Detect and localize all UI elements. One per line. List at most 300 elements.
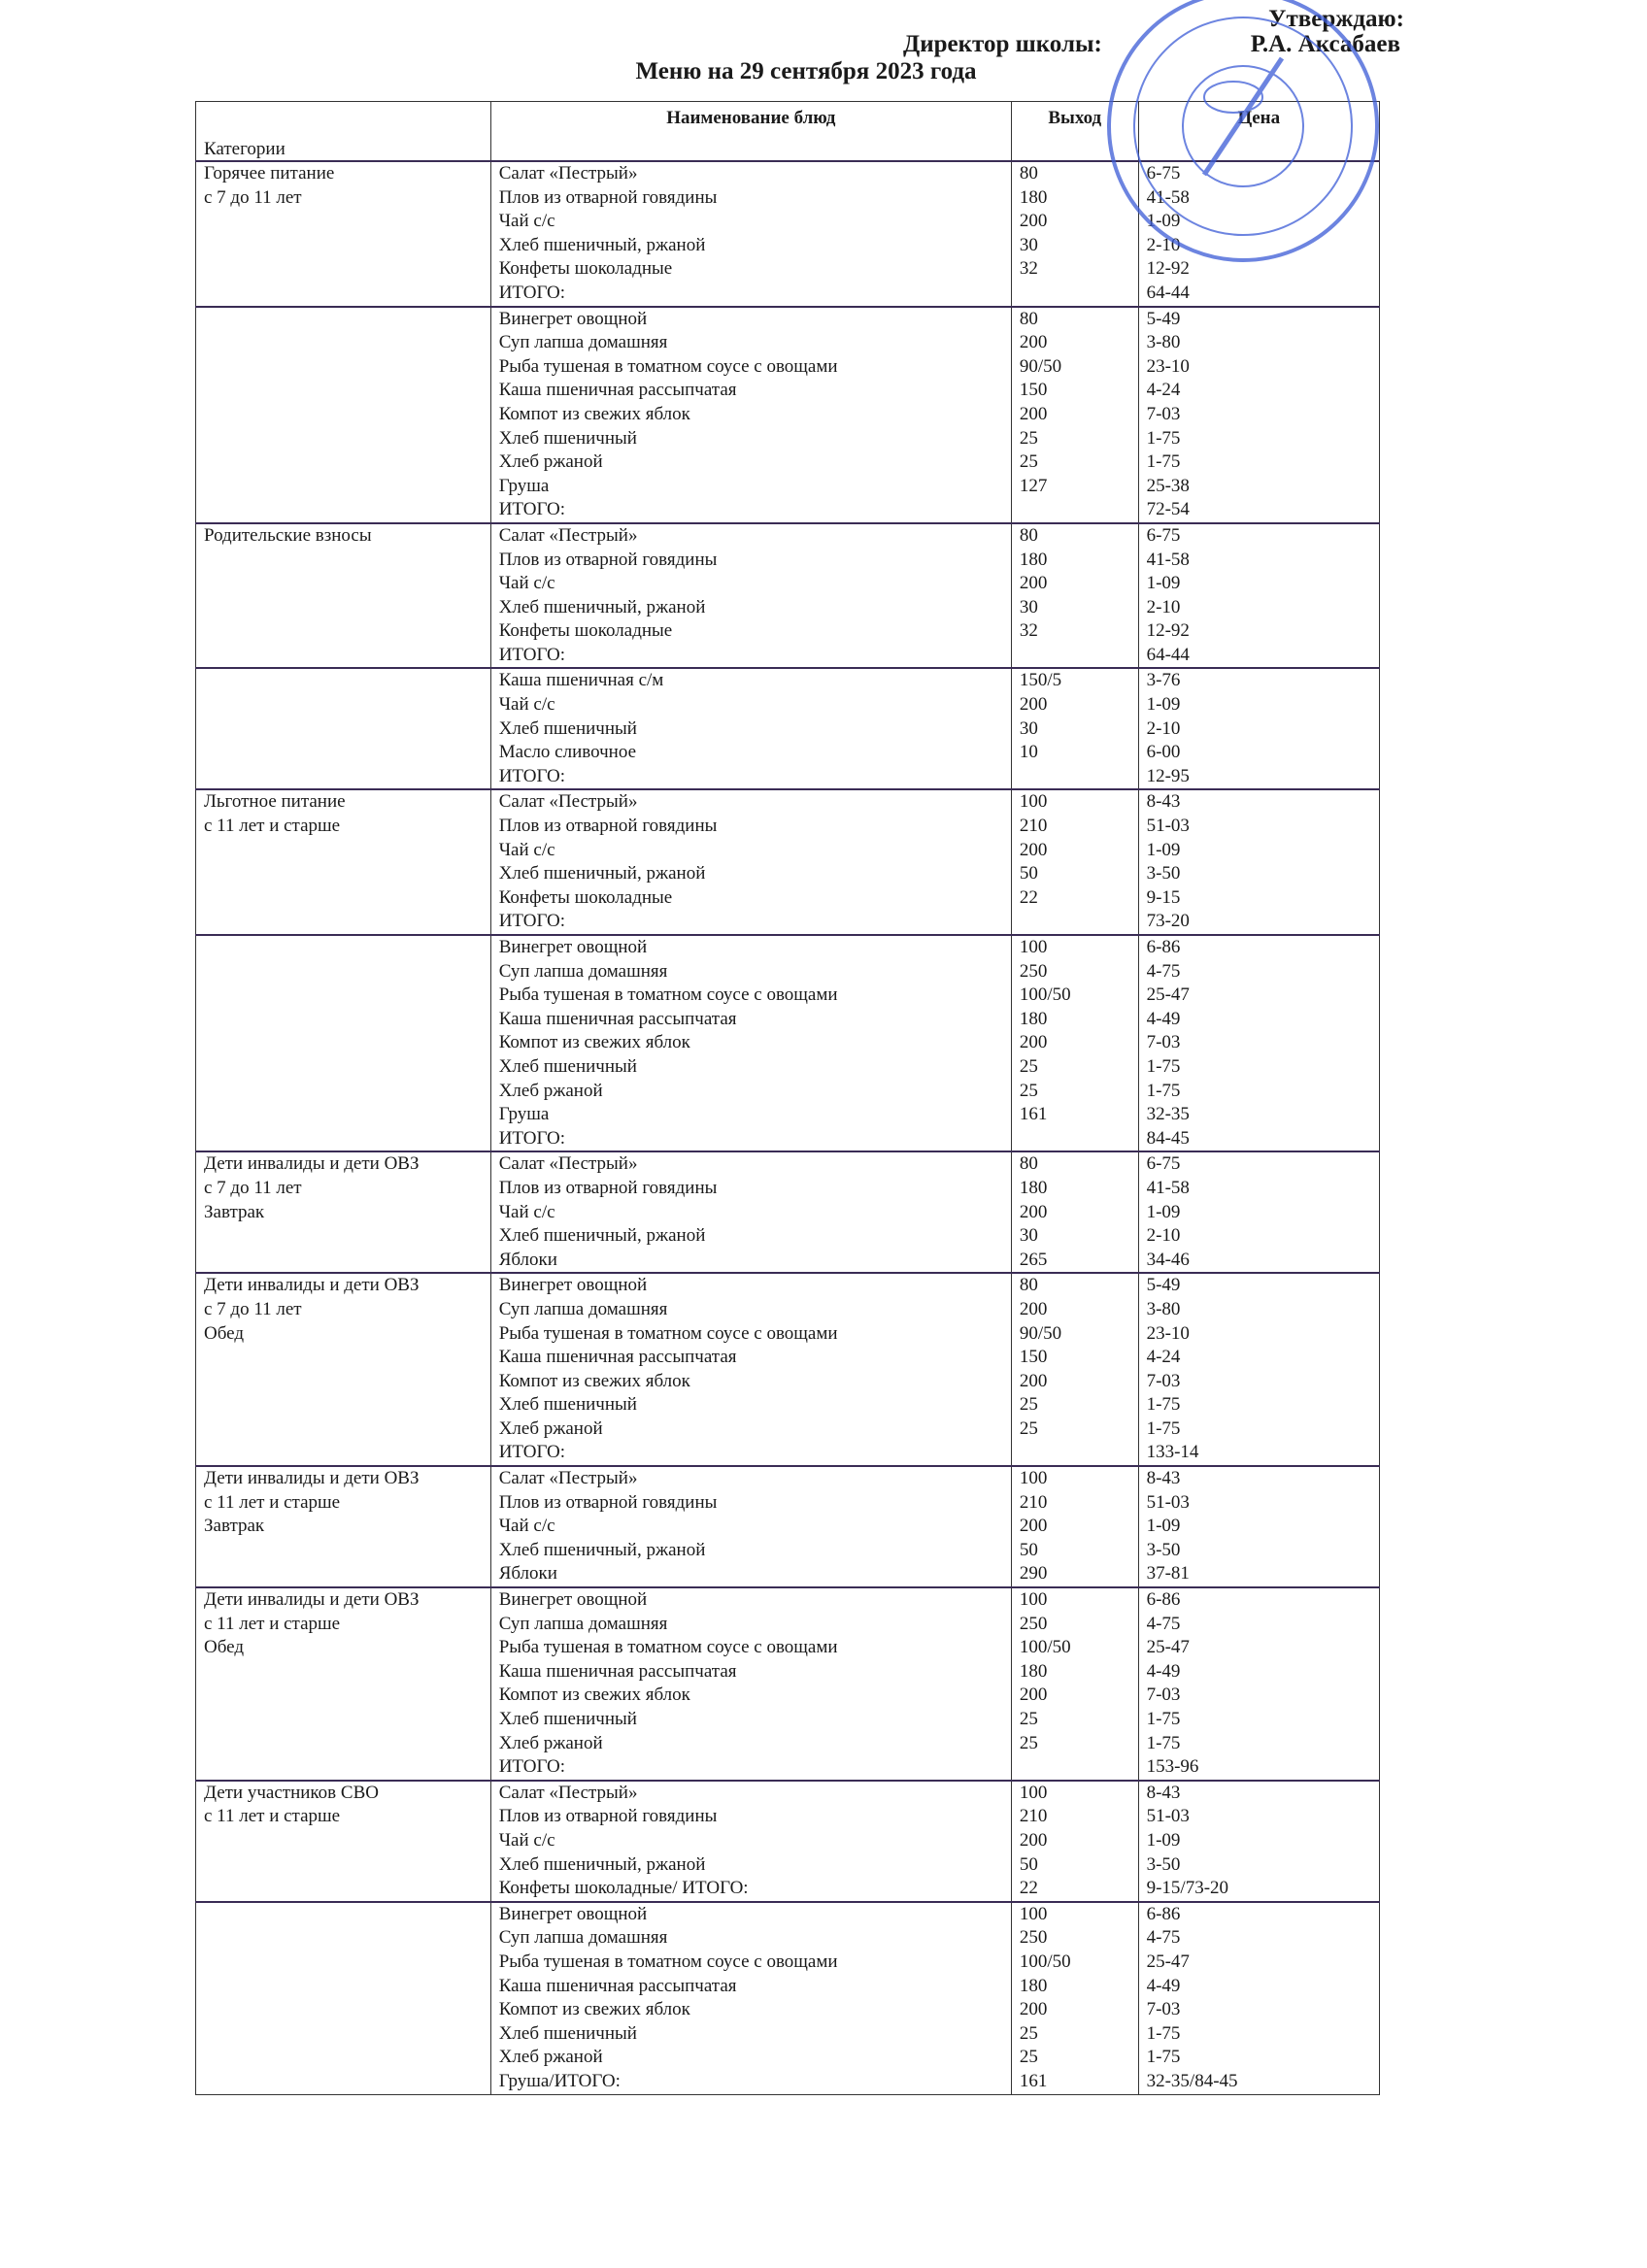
output-value: 80 (1019, 1275, 1038, 1296)
price-value: 1-75 (1146, 1418, 1181, 1439)
price-cell (1138, 789, 1379, 935)
output-value: 180 (1019, 1660, 1048, 1682)
output-value: 80 (1019, 524, 1038, 546)
output-value: 100 (1019, 1903, 1048, 1924)
dish-value: Плов из отварной говядины (498, 1177, 718, 1198)
dish-cell (490, 1273, 1011, 1466)
dish-value: Конфеты шоколадные (498, 620, 673, 642)
menu-table (195, 101, 1380, 2095)
category-cell (196, 161, 491, 307)
price-cell (1138, 1273, 1379, 1466)
dish-value: Хлеб пшеничный, ржаной (498, 1539, 706, 1560)
price-value: 7-03 (1146, 1032, 1181, 1053)
category-line: Дети участников СВО (204, 1782, 379, 1803)
table-body (196, 161, 1380, 2094)
output-value: 80 (1019, 1153, 1038, 1175)
price-value: 7-03 (1146, 403, 1181, 424)
dish-value: Конфеты шоколадные/ ИТОГО: (498, 1878, 749, 1899)
output-value (1020, 498, 1130, 522)
dish-value: Хлеб ржаной (498, 451, 603, 473)
price-value: 3-80 (1146, 332, 1181, 353)
menu-section (196, 935, 1380, 1151)
output-value: 25 (1019, 1709, 1038, 1729)
price-value: 23-10 (1146, 1322, 1190, 1344)
price-value: 64-44 (1146, 644, 1190, 665)
price-value: 3-50 (1146, 1853, 1181, 1875)
output-cell (1011, 1781, 1138, 1902)
output-value (1020, 282, 1130, 306)
output-value: 210 (1019, 1806, 1048, 1827)
col-output: Выход (1011, 102, 1138, 162)
output-value: 22 (1019, 886, 1038, 908)
price-value: 1-75 (1146, 1732, 1181, 1753)
output-value: 200 (1019, 1032, 1048, 1053)
dish-value: Груша (498, 475, 550, 496)
category-cell (196, 1151, 491, 1273)
category-line: Дети инвалиды и дети ОВЗ (204, 1153, 420, 1175)
dish-value: Салат «Пестрый» (498, 1153, 638, 1175)
dish-value: ИТОГО: (498, 911, 565, 932)
price-value: 41-58 (1146, 186, 1190, 208)
output-value: 180 (1019, 186, 1048, 208)
menu-section (196, 1781, 1380, 1902)
dish-value: Плов из отварной говядины (498, 186, 718, 208)
dish-value: ИТОГО: (498, 765, 565, 786)
price-value: 25-38 (1146, 475, 1190, 496)
output-value: 200 (1019, 1684, 1048, 1706)
output-value (1020, 1755, 1130, 1780)
output-value: 100/50 (1019, 1951, 1071, 1972)
dish-value: Каша пшеничная рассыпчатая (498, 380, 737, 401)
output-value: 290 (1019, 1563, 1048, 1584)
price-value: 64-44 (1146, 282, 1190, 303)
category-line: Завтрак (204, 1516, 265, 1537)
output-cell (1011, 523, 1138, 669)
dish-value: Рыба тушеная в томатном соусе с овощами (498, 1951, 838, 1972)
category-line: Обед (204, 1322, 244, 1344)
output-value: 210 (1019, 1491, 1048, 1513)
category-line: Родительские взносы (204, 524, 372, 546)
price-value: 6-75 (1146, 163, 1181, 183)
dish-value: Каша пшеничная рассыпчатая (498, 1660, 737, 1682)
output-cell (1011, 668, 1138, 789)
dish-value: Чай с/с (498, 1516, 555, 1537)
output-value (1020, 910, 1130, 934)
category-line: с 7 до 11 лет (204, 1177, 302, 1198)
dish-value: Масло сливочное (498, 742, 636, 763)
dish-value: Хлеб пшеничный, ржаной (498, 596, 706, 617)
price-value: 12-95 (1146, 765, 1190, 786)
price-value: 2-10 (1146, 234, 1181, 255)
category-line: Дети инвалиды и дети ОВЗ (204, 1468, 420, 1489)
output-value: 265 (1019, 1249, 1048, 1270)
price-cell (1138, 1781, 1379, 1902)
output-value: 25 (1019, 451, 1038, 473)
output-value (1020, 1441, 1130, 1465)
output-cell (1011, 307, 1138, 523)
price-cell (1138, 1151, 1379, 1273)
output-value: 100 (1019, 1589, 1048, 1611)
output-value (1020, 1127, 1130, 1151)
category-cell (196, 523, 491, 669)
dish-value: Компот из свежих яблок (498, 1999, 690, 2020)
dish-value: Рыба тушеная в томатном соусе с овощами (498, 1322, 838, 1344)
price-value: 37-81 (1146, 1563, 1190, 1584)
dish-value: Каша пшеничная с/м (498, 670, 664, 691)
output-value: 200 (1019, 1999, 1048, 2020)
price-cell (1138, 523, 1379, 669)
price-value: 1-09 (1146, 211, 1181, 232)
dish-value: Хлеб ржаной (498, 1732, 603, 1753)
category-cell (196, 668, 491, 789)
price-value: 4-49 (1146, 1660, 1181, 1682)
output-value: 180 (1019, 1177, 1048, 1198)
dish-value: Хлеб пшеничный (498, 1394, 637, 1416)
output-value: 100/50 (1019, 1637, 1071, 1658)
dish-value: ИТОГО: (498, 282, 565, 303)
dish-value: Хлеб пшеничный, ржаной (498, 234, 706, 255)
output-value: 25 (1019, 427, 1038, 449)
dish-value: Винегрет овощной (498, 1589, 648, 1611)
dish-cell (490, 1902, 1011, 2094)
price-value: 4-24 (1146, 380, 1181, 401)
output-cell (1011, 1466, 1138, 1587)
output-value: 25 (1019, 1080, 1038, 1101)
dish-value: Хлеб пшеничный (498, 717, 637, 739)
dish-value: ИТОГО: (498, 499, 565, 520)
output-cell (1011, 935, 1138, 1151)
dish-value: Яблоки (498, 1249, 557, 1270)
dish-value: Груша (498, 1104, 550, 1125)
dish-value: Груша/ИТОГО: (498, 2070, 621, 2091)
dish-value: Компот из свежих яблок (498, 1032, 690, 1053)
price-value: 9-15 (1146, 886, 1181, 908)
dish-value: Хлеб пшеничный (498, 1055, 637, 1077)
dish-value: Плов из отварной говядины (498, 1806, 718, 1827)
output-value: 80 (1019, 308, 1038, 329)
price-value: 23-10 (1146, 355, 1190, 377)
price-value: 84-45 (1146, 1127, 1190, 1149)
price-value: 3-76 (1146, 670, 1181, 691)
output-value: 100 (1019, 1468, 1048, 1489)
output-value: 210 (1019, 816, 1048, 837)
price-value: 133-14 (1146, 1442, 1199, 1463)
dish-value: Салат «Пестрый» (498, 1468, 638, 1489)
dish-cell (490, 1587, 1011, 1781)
price-value: 3-50 (1146, 863, 1181, 884)
output-value: 127 (1019, 475, 1048, 496)
output-value: 100/50 (1019, 984, 1071, 1006)
output-value: 50 (1019, 1853, 1038, 1875)
price-value: 1-09 (1146, 1829, 1181, 1851)
dish-value: Компот из свежих яблок (498, 1684, 690, 1706)
output-value: 161 (1019, 1104, 1048, 1125)
output-value: 30 (1019, 234, 1038, 255)
dish-value: Хлеб пшеничный, ржаной (498, 1853, 706, 1875)
category-cell (196, 1781, 491, 1902)
category-line: с 11 лет и старше (204, 816, 341, 837)
col-price: Цена (1138, 102, 1379, 162)
director-name: Р.А. Аксабаев (1250, 31, 1400, 57)
price-value: 6-86 (1146, 937, 1181, 957)
menu-section (196, 668, 1380, 789)
price-value: 25-47 (1146, 1951, 1190, 1972)
output-value: 50 (1019, 1539, 1038, 1560)
output-cell (1011, 1587, 1138, 1781)
output-value: 25 (1019, 2022, 1038, 2044)
output-value: 200 (1019, 1298, 1048, 1319)
price-value: 2-10 (1146, 596, 1181, 617)
dish-value: ИТОГО: (498, 644, 565, 665)
category-line: Горячее питание (204, 163, 335, 183)
dish-cell (490, 1781, 1011, 1902)
dish-cell (490, 1466, 1011, 1587)
price-value: 9-15/73-20 (1146, 1878, 1229, 1899)
price-value: 32-35/84-45 (1146, 2070, 1238, 2091)
category-line: с 11 лет и старше (204, 1613, 341, 1634)
output-value: 180 (1019, 549, 1048, 570)
category-line: с 7 до 11 лет (204, 186, 302, 208)
category-line: с 7 до 11 лет (204, 1298, 302, 1319)
dish-value: Хлеб пшеничный (498, 427, 637, 449)
dish-value: Винегрет овощной (498, 937, 648, 957)
col-category: Категории (196, 102, 491, 162)
price-value: 7-03 (1146, 1999, 1181, 2020)
output-value: 30 (1019, 596, 1038, 617)
price-value: 153-96 (1146, 1756, 1199, 1778)
output-value: 200 (1019, 1516, 1048, 1537)
dish-value: Салат «Пестрый» (498, 524, 638, 546)
output-value: 150 (1019, 380, 1048, 401)
dish-value: Плов из отварной говядины (498, 549, 718, 570)
dish-value: ИТОГО: (498, 1442, 565, 1463)
price-value: 73-20 (1146, 911, 1190, 932)
category-line: Обед (204, 1637, 244, 1658)
dish-value: Суп лапша домашняя (498, 1927, 668, 1949)
price-value: 1-09 (1146, 839, 1181, 860)
dish-value: Каша пшеничная рассыпчатая (498, 1347, 737, 1368)
dish-value: Хлеб ржаной (498, 1418, 603, 1439)
dish-cell (490, 307, 1011, 523)
menu-section (196, 1151, 1380, 1273)
price-value: 7-03 (1146, 1370, 1181, 1391)
price-value: 5-49 (1146, 1275, 1181, 1296)
output-value: 25 (1019, 1055, 1038, 1077)
dish-value: Хлеб пшеничный (498, 1709, 637, 1729)
school-stamp (1097, 0, 1389, 272)
price-value: 8-43 (1146, 1468, 1181, 1489)
category-cell (196, 1466, 491, 1587)
price-value: 6-75 (1146, 524, 1181, 546)
price-value: 1-75 (1146, 1709, 1181, 1729)
director-label: Директор школы: (903, 31, 1102, 57)
output-value: 200 (1019, 1370, 1048, 1391)
output-value: 250 (1019, 1613, 1048, 1634)
category-cell (196, 1902, 491, 2094)
dish-value: Хлеб ржаной (498, 1080, 603, 1101)
price-value: 1-75 (1146, 1394, 1181, 1416)
dish-value: Чай с/с (498, 573, 555, 594)
price-value: 25-47 (1146, 1637, 1190, 1658)
dish-value: Винегрет овощной (498, 308, 648, 329)
output-cell (1011, 1151, 1138, 1273)
price-value: 7-03 (1146, 1684, 1181, 1706)
price-value: 2-10 (1146, 717, 1181, 739)
dish-cell (490, 789, 1011, 935)
price-cell (1138, 668, 1379, 789)
output-cell (1011, 789, 1138, 935)
output-value: 32 (1019, 620, 1038, 642)
menu-section (196, 1273, 1380, 1466)
dish-value: Салат «Пестрый» (498, 163, 638, 183)
price-value: 4-75 (1146, 960, 1181, 982)
price-value: 3-50 (1146, 1539, 1181, 1560)
dish-value: Чай с/с (498, 1201, 555, 1222)
dish-value: Чай с/с (498, 211, 555, 232)
price-value: 1-09 (1146, 1201, 1181, 1222)
approval-label: Утверждаю: (1268, 6, 1404, 32)
output-value (1020, 644, 1130, 668)
price-value: 8-43 (1146, 1782, 1181, 1803)
category-line: Дети инвалиды и дети ОВЗ (204, 1589, 420, 1611)
output-value: 180 (1019, 1975, 1048, 1996)
dish-value: Винегрет овощной (498, 1903, 648, 1924)
price-value: 4-49 (1146, 1975, 1181, 1996)
price-value: 41-58 (1146, 549, 1190, 570)
output-value: 200 (1019, 403, 1048, 424)
dish-value: Чай с/с (498, 839, 555, 860)
output-value: 30 (1019, 1225, 1038, 1247)
dish-value: Яблоки (498, 1563, 557, 1584)
menu-section (196, 1466, 1380, 1587)
price-value: 4-75 (1146, 1613, 1181, 1634)
dish-value: Хлеб пшеничный, ржаной (498, 1225, 706, 1247)
output-value: 100 (1019, 791, 1048, 813)
output-value: 200 (1019, 332, 1048, 353)
price-cell (1138, 1902, 1379, 2094)
price-value: 34-46 (1146, 1249, 1190, 1270)
output-value: 32 (1019, 258, 1038, 280)
price-value: 1-09 (1146, 694, 1181, 716)
price-value: 51-03 (1146, 1806, 1190, 1827)
output-value: 22 (1019, 1878, 1038, 1899)
dish-value: Плов из отварной говядины (498, 816, 718, 837)
dish-cell (490, 523, 1011, 669)
col-dish: Наименование блюд (490, 102, 1011, 162)
price-value: 41-58 (1146, 1177, 1190, 1198)
price-cell (1138, 1587, 1379, 1781)
output-value: 80 (1019, 163, 1038, 183)
price-value: 12-92 (1146, 258, 1190, 280)
output-value: 250 (1019, 1927, 1048, 1949)
price-cell (1138, 935, 1379, 1151)
dish-value: ИТОГО: (498, 1756, 565, 1778)
category-line: Завтрак (204, 1201, 265, 1222)
category-cell (196, 935, 491, 1151)
output-cell (1011, 1273, 1138, 1466)
price-cell (1138, 307, 1379, 523)
output-value: 25 (1019, 2047, 1038, 2068)
category-line: с 11 лет и старше (204, 1806, 341, 1827)
dish-value: Конфеты шоколадные (498, 886, 673, 908)
price-value: 4-24 (1146, 1347, 1181, 1368)
output-cell (1011, 1902, 1138, 2094)
output-value: 90/50 (1019, 1322, 1062, 1344)
output-value: 200 (1019, 694, 1048, 716)
output-value: 180 (1019, 1008, 1048, 1029)
output-value: 250 (1019, 960, 1048, 982)
page-title: Меню на 29 сентября 2023 года (635, 58, 977, 84)
output-value: 90/50 (1019, 355, 1062, 377)
dish-value: Плов из отварной говядины (498, 1491, 718, 1513)
dish-value: Салат «Пестрый» (498, 791, 638, 813)
price-value: 6-86 (1146, 1903, 1181, 1924)
output-value: 100 (1019, 1782, 1048, 1803)
output-value: 25 (1019, 1418, 1038, 1439)
price-value: 25-47 (1146, 984, 1190, 1006)
dish-cell (490, 1151, 1011, 1273)
output-value: 200 (1019, 839, 1048, 860)
dish-value: Чай с/с (498, 1829, 555, 1851)
price-value: 1-75 (1146, 1080, 1181, 1101)
category-line: с 11 лет и старше (204, 1491, 341, 1513)
dish-value: Компот из свежих яблок (498, 403, 690, 424)
menu-section (196, 1587, 1380, 1781)
dish-value: Каша пшеничная рассыпчатая (498, 1975, 737, 1996)
price-value: 51-03 (1146, 816, 1190, 837)
output-value: 200 (1019, 573, 1048, 594)
output-value: 30 (1019, 717, 1038, 739)
price-cell (1138, 1466, 1379, 1587)
price-value: 1-09 (1146, 1516, 1181, 1537)
price-value: 6-75 (1146, 1153, 1181, 1175)
dish-cell (490, 161, 1011, 307)
price-value: 3-80 (1146, 1298, 1181, 1319)
output-value: 25 (1019, 1394, 1038, 1416)
dish-value: Рыба тушеная в томатном соусе с овощами (498, 1637, 838, 1658)
output-value: 200 (1019, 211, 1048, 232)
dish-value: Салат «Пестрый» (498, 1782, 638, 1803)
dish-cell (490, 935, 1011, 1151)
price-value: 6-00 (1146, 742, 1181, 763)
price-value: 1-09 (1146, 573, 1181, 594)
output-value: 25 (1019, 1732, 1038, 1753)
price-value: 8-43 (1146, 791, 1181, 813)
dish-value: Каша пшеничная рассыпчатая (498, 1008, 737, 1029)
price-value: 6-86 (1146, 1589, 1181, 1611)
category-line: Дети инвалиды и дети ОВЗ (204, 1275, 420, 1296)
dish-value: Суп лапша домашняя (498, 960, 668, 982)
category-cell (196, 307, 491, 523)
output-value: 161 (1019, 2070, 1048, 2091)
price-value: 5-49 (1146, 308, 1181, 329)
dish-value: Рыба тушеная в томатном соусе с овощами (498, 355, 838, 377)
dish-value: Компот из свежих яблок (498, 1370, 690, 1391)
dish-value: Рыба тушеная в томатном соусе с овощами (498, 984, 838, 1006)
dish-value: ИТОГО: (498, 1127, 565, 1149)
price-value: 1-75 (1146, 451, 1181, 473)
dish-value: Хлеб ржаной (498, 2047, 603, 2068)
menu-section (196, 523, 1380, 669)
dish-value: Суп лапша домашняя (498, 1298, 668, 1319)
price-value: 4-49 (1146, 1008, 1181, 1029)
dish-value: Суп лапша домашняя (498, 332, 668, 353)
menu-section (196, 1902, 1380, 2094)
dish-value: Чай с/с (498, 694, 555, 716)
category-line: Льготное питание (204, 791, 346, 813)
price-value: 72-54 (1146, 499, 1190, 520)
dish-value: Хлеб пшеничный, ржаной (498, 863, 706, 884)
